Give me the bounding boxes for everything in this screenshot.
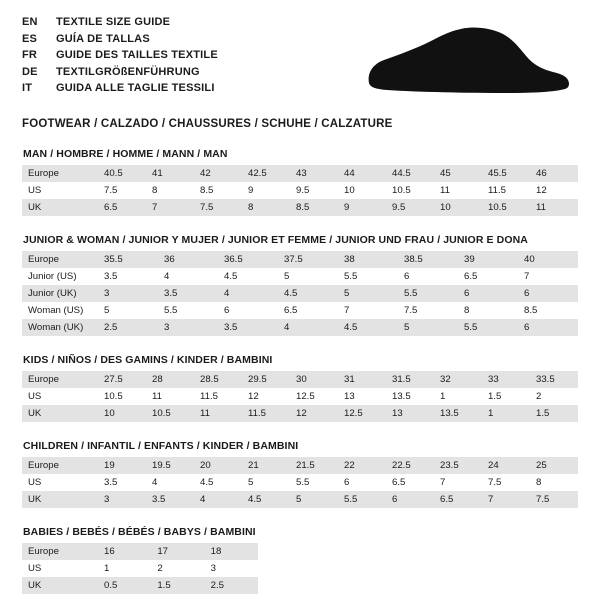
cell: 3 (205, 560, 258, 577)
table-row (22, 319, 578, 336)
cell: 9.5 (386, 199, 434, 216)
language-title: GUÍA DE TALLAS (56, 32, 150, 45)
cell: 11 (434, 182, 482, 199)
cell: 31 (338, 371, 386, 388)
row-label: Europe (22, 251, 98, 268)
language-row (22, 14, 218, 31)
cell: 30 (290, 371, 338, 388)
cell: 10.5 (386, 182, 434, 199)
cell: 10.5 (146, 405, 194, 422)
cell: 19 (98, 457, 146, 474)
cell: 3 (98, 285, 158, 302)
cell: 46 (530, 165, 578, 182)
size-table-kids (22, 371, 578, 422)
cell: 18 (205, 543, 258, 560)
cell: 1.5 (151, 577, 204, 594)
cell: 28 (146, 371, 194, 388)
cell: 1.5 (530, 405, 578, 422)
cell: 8 (146, 182, 194, 199)
language-code: IT (22, 82, 33, 94)
cell: 5 (278, 268, 338, 285)
language-code: FR (22, 49, 38, 61)
cell: 40.5 (98, 165, 146, 182)
cell: 12.5 (338, 405, 386, 422)
cell: 25 (530, 457, 578, 474)
cell: 6.5 (386, 474, 434, 491)
cell: 7.5 (194, 199, 242, 216)
cell: 8 (458, 302, 518, 319)
cell: 13.5 (434, 405, 482, 422)
cell: 12 (290, 405, 338, 422)
size-table-man (22, 165, 578, 216)
cell: 36.5 (218, 251, 278, 268)
cell: 8 (242, 199, 290, 216)
cell: 6 (518, 319, 578, 336)
cell: 5.5 (398, 285, 458, 302)
cell: 10 (434, 199, 482, 216)
cell: 19.5 (146, 457, 194, 474)
section-title: CHILDREN / INFANTIL / ENFANTS / KINDER / BAMBINI (23, 440, 299, 452)
cell: 24 (482, 457, 530, 474)
cell: 5.5 (338, 268, 398, 285)
cell: 7 (338, 302, 398, 319)
cell: 22.5 (386, 457, 434, 474)
cell: 3.5 (158, 285, 218, 302)
table-row (22, 474, 578, 491)
cell: 38.5 (398, 251, 458, 268)
cell: 32 (434, 371, 482, 388)
cell: 42.5 (242, 165, 290, 182)
cell: 6.5 (458, 268, 518, 285)
cell: 39 (458, 251, 518, 268)
language-title-list (22, 14, 218, 97)
row-label: Woman (US) (22, 302, 98, 319)
size-table-babies (22, 543, 258, 594)
cell: 29.5 (242, 371, 290, 388)
cell: 5.5 (338, 491, 386, 508)
section-babies (22, 526, 578, 594)
cell: 45.5 (482, 165, 530, 182)
cell: 27.5 (98, 371, 146, 388)
cell: 3.5 (98, 474, 146, 491)
size-table-junior-woman (22, 251, 578, 336)
cell: 13 (386, 405, 434, 422)
cell: 7 (518, 268, 578, 285)
language-code: DE (22, 65, 38, 78)
cell: 5 (398, 319, 458, 336)
cell: 2.5 (205, 577, 258, 594)
language-title: TEXTILGRÖßENFÜHRUNG (56, 65, 200, 78)
cell: 4.5 (278, 285, 338, 302)
cell: 3.5 (146, 491, 194, 508)
table-row (22, 543, 258, 560)
cell: 38 (338, 251, 398, 268)
cell: 3.5 (218, 319, 278, 336)
cell: 6.5 (98, 199, 146, 216)
cell: 41 (146, 165, 194, 182)
cell: 28.5 (194, 371, 242, 388)
cell: 11 (194, 405, 242, 422)
cell: 2 (530, 388, 578, 405)
cell: 7.5 (398, 302, 458, 319)
row-label: Junior (US) (22, 268, 98, 285)
cell: 11 (146, 388, 194, 405)
cell: 21 (242, 457, 290, 474)
language-code: EN (22, 16, 38, 28)
cell: 6 (218, 302, 278, 319)
cell: 7 (146, 199, 194, 216)
cell: 7.5 (482, 474, 530, 491)
row-label: Europe (22, 543, 98, 560)
cell: 5 (338, 285, 398, 302)
cell: 42 (194, 165, 242, 182)
cell: 4.5 (218, 268, 278, 285)
row-label: US (22, 182, 98, 199)
cell: 3 (98, 491, 146, 508)
cell: 3 (158, 319, 218, 336)
cell: 1 (434, 388, 482, 405)
language-row (22, 31, 218, 48)
cell: 6.5 (278, 302, 338, 319)
table-row (22, 302, 578, 319)
category-line: FOOTWEAR / CALZADO / CHAUSSURES / SCHUHE / CALZATURE (22, 118, 393, 130)
cell: 17 (151, 543, 204, 560)
cell: 13 (338, 388, 386, 405)
section-children (22, 440, 578, 508)
cell: 33.5 (530, 371, 578, 388)
table-row (22, 405, 578, 422)
cell: 0.5 (98, 577, 151, 594)
cell: 6 (338, 474, 386, 491)
cell: 11.5 (194, 388, 242, 405)
table-row (22, 251, 578, 268)
cell: 6 (398, 268, 458, 285)
cell: 7.5 (98, 182, 146, 199)
table-row (22, 165, 578, 182)
cell: 43 (290, 165, 338, 182)
cell: 1.5 (482, 388, 530, 405)
language-row (22, 64, 218, 81)
cell: 2.5 (98, 319, 158, 336)
table-row (22, 577, 258, 594)
cell: 4 (194, 491, 242, 508)
section-title: MAN / HOMBRE / HOMME / MANN / MAN (23, 148, 228, 160)
row-label: UK (22, 199, 98, 216)
cell: 10.5 (98, 388, 146, 405)
cell: 9 (242, 182, 290, 199)
cell: 16 (98, 543, 151, 560)
cell: 11.5 (242, 405, 290, 422)
row-label: Europe (22, 371, 98, 388)
cell: 3.5 (98, 268, 158, 285)
cell: 7 (482, 491, 530, 508)
language-title: TEXTILE SIZE GUIDE (56, 16, 171, 28)
cell: 6.5 (434, 491, 482, 508)
cell: 5.5 (158, 302, 218, 319)
cell: 10 (98, 405, 146, 422)
cell: 45 (434, 165, 482, 182)
cell: 12 (242, 388, 290, 405)
cell: 7.5 (530, 491, 578, 508)
cell: 8 (530, 474, 578, 491)
cell: 4 (158, 268, 218, 285)
row-label: UK (22, 577, 98, 594)
cell: 11 (530, 199, 578, 216)
document-header (22, 14, 578, 102)
row-label: Junior (UK) (22, 285, 98, 302)
cell: 4 (278, 319, 338, 336)
size-table-children (22, 457, 578, 508)
table-row (22, 268, 578, 285)
row-label: Europe (22, 457, 98, 474)
table-row (22, 199, 578, 216)
cell: 8.5 (194, 182, 242, 199)
cell: 9 (338, 199, 386, 216)
row-label: Woman (UK) (22, 319, 98, 336)
section-title: KIDS / NIÑOS / DES GAMINS / KINDER / BAMBINI (23, 354, 273, 366)
cell: 8.5 (518, 302, 578, 319)
cell: 1 (98, 560, 151, 577)
row-label: UK (22, 405, 98, 422)
cell: 2 (151, 560, 204, 577)
row-label: US (22, 388, 98, 405)
cell: 35.5 (98, 251, 158, 268)
cell: 37.5 (278, 251, 338, 268)
cell: 40 (518, 251, 578, 268)
cell: 44 (338, 165, 386, 182)
cell: 31.5 (386, 371, 434, 388)
cell: 4.5 (338, 319, 398, 336)
cell: 6 (458, 285, 518, 302)
section-title: BABIES / BEBÉS / BÉBÉS / BABYS / BAMBINI (23, 526, 256, 538)
section-title: JUNIOR & WOMAN / JUNIOR Y MUJER / JUNIOR ET FEMME / JUNIOR UND FRAU / JUNIOR E DONA (23, 234, 528, 246)
cell: 12.5 (290, 388, 338, 405)
section-junior-woman (22, 234, 578, 336)
cell: 10 (338, 182, 386, 199)
cell: 11.5 (482, 182, 530, 199)
language-title: GUIDE DES TAILLES TEXTILE (56, 49, 218, 61)
language-row (22, 47, 218, 64)
table-row (22, 560, 258, 577)
row-label: Europe (22, 165, 98, 182)
language-row (22, 80, 218, 97)
cell: 5 (98, 302, 158, 319)
table-row (22, 457, 578, 474)
dress-shoe-icon (357, 24, 572, 102)
table-row (22, 285, 578, 302)
cell: 1 (482, 405, 530, 422)
cell: 23.5 (434, 457, 482, 474)
cell: 22 (338, 457, 386, 474)
cell: 5.5 (458, 319, 518, 336)
language-title: GUIDA ALLE TAGLIE TESSILI (56, 82, 215, 94)
cell: 10.5 (482, 199, 530, 216)
cell: 12 (530, 182, 578, 199)
table-row (22, 182, 578, 199)
cell: 5 (290, 491, 338, 508)
cell: 5 (242, 474, 290, 491)
table-row (22, 388, 578, 405)
cell: 13.5 (386, 388, 434, 405)
row-label: UK (22, 491, 98, 508)
cell: 36 (158, 251, 218, 268)
section-kids (22, 354, 578, 422)
cell: 4.5 (194, 474, 242, 491)
section-man (22, 148, 578, 216)
cell: 4.5 (242, 491, 290, 508)
cell: 44.5 (386, 165, 434, 182)
row-label: US (22, 474, 98, 491)
cell: 4 (218, 285, 278, 302)
cell: 6 (386, 491, 434, 508)
table-row (22, 491, 578, 508)
row-label: US (22, 560, 98, 577)
language-code: ES (22, 32, 38, 45)
cell: 21.5 (290, 457, 338, 474)
cell: 7 (434, 474, 482, 491)
cell: 33 (482, 371, 530, 388)
cell: 9.5 (290, 182, 338, 199)
cell: 20 (194, 457, 242, 474)
cell: 6 (518, 285, 578, 302)
cell: 4 (146, 474, 194, 491)
cell: 5.5 (290, 474, 338, 491)
table-row (22, 371, 578, 388)
cell: 8.5 (290, 199, 338, 216)
